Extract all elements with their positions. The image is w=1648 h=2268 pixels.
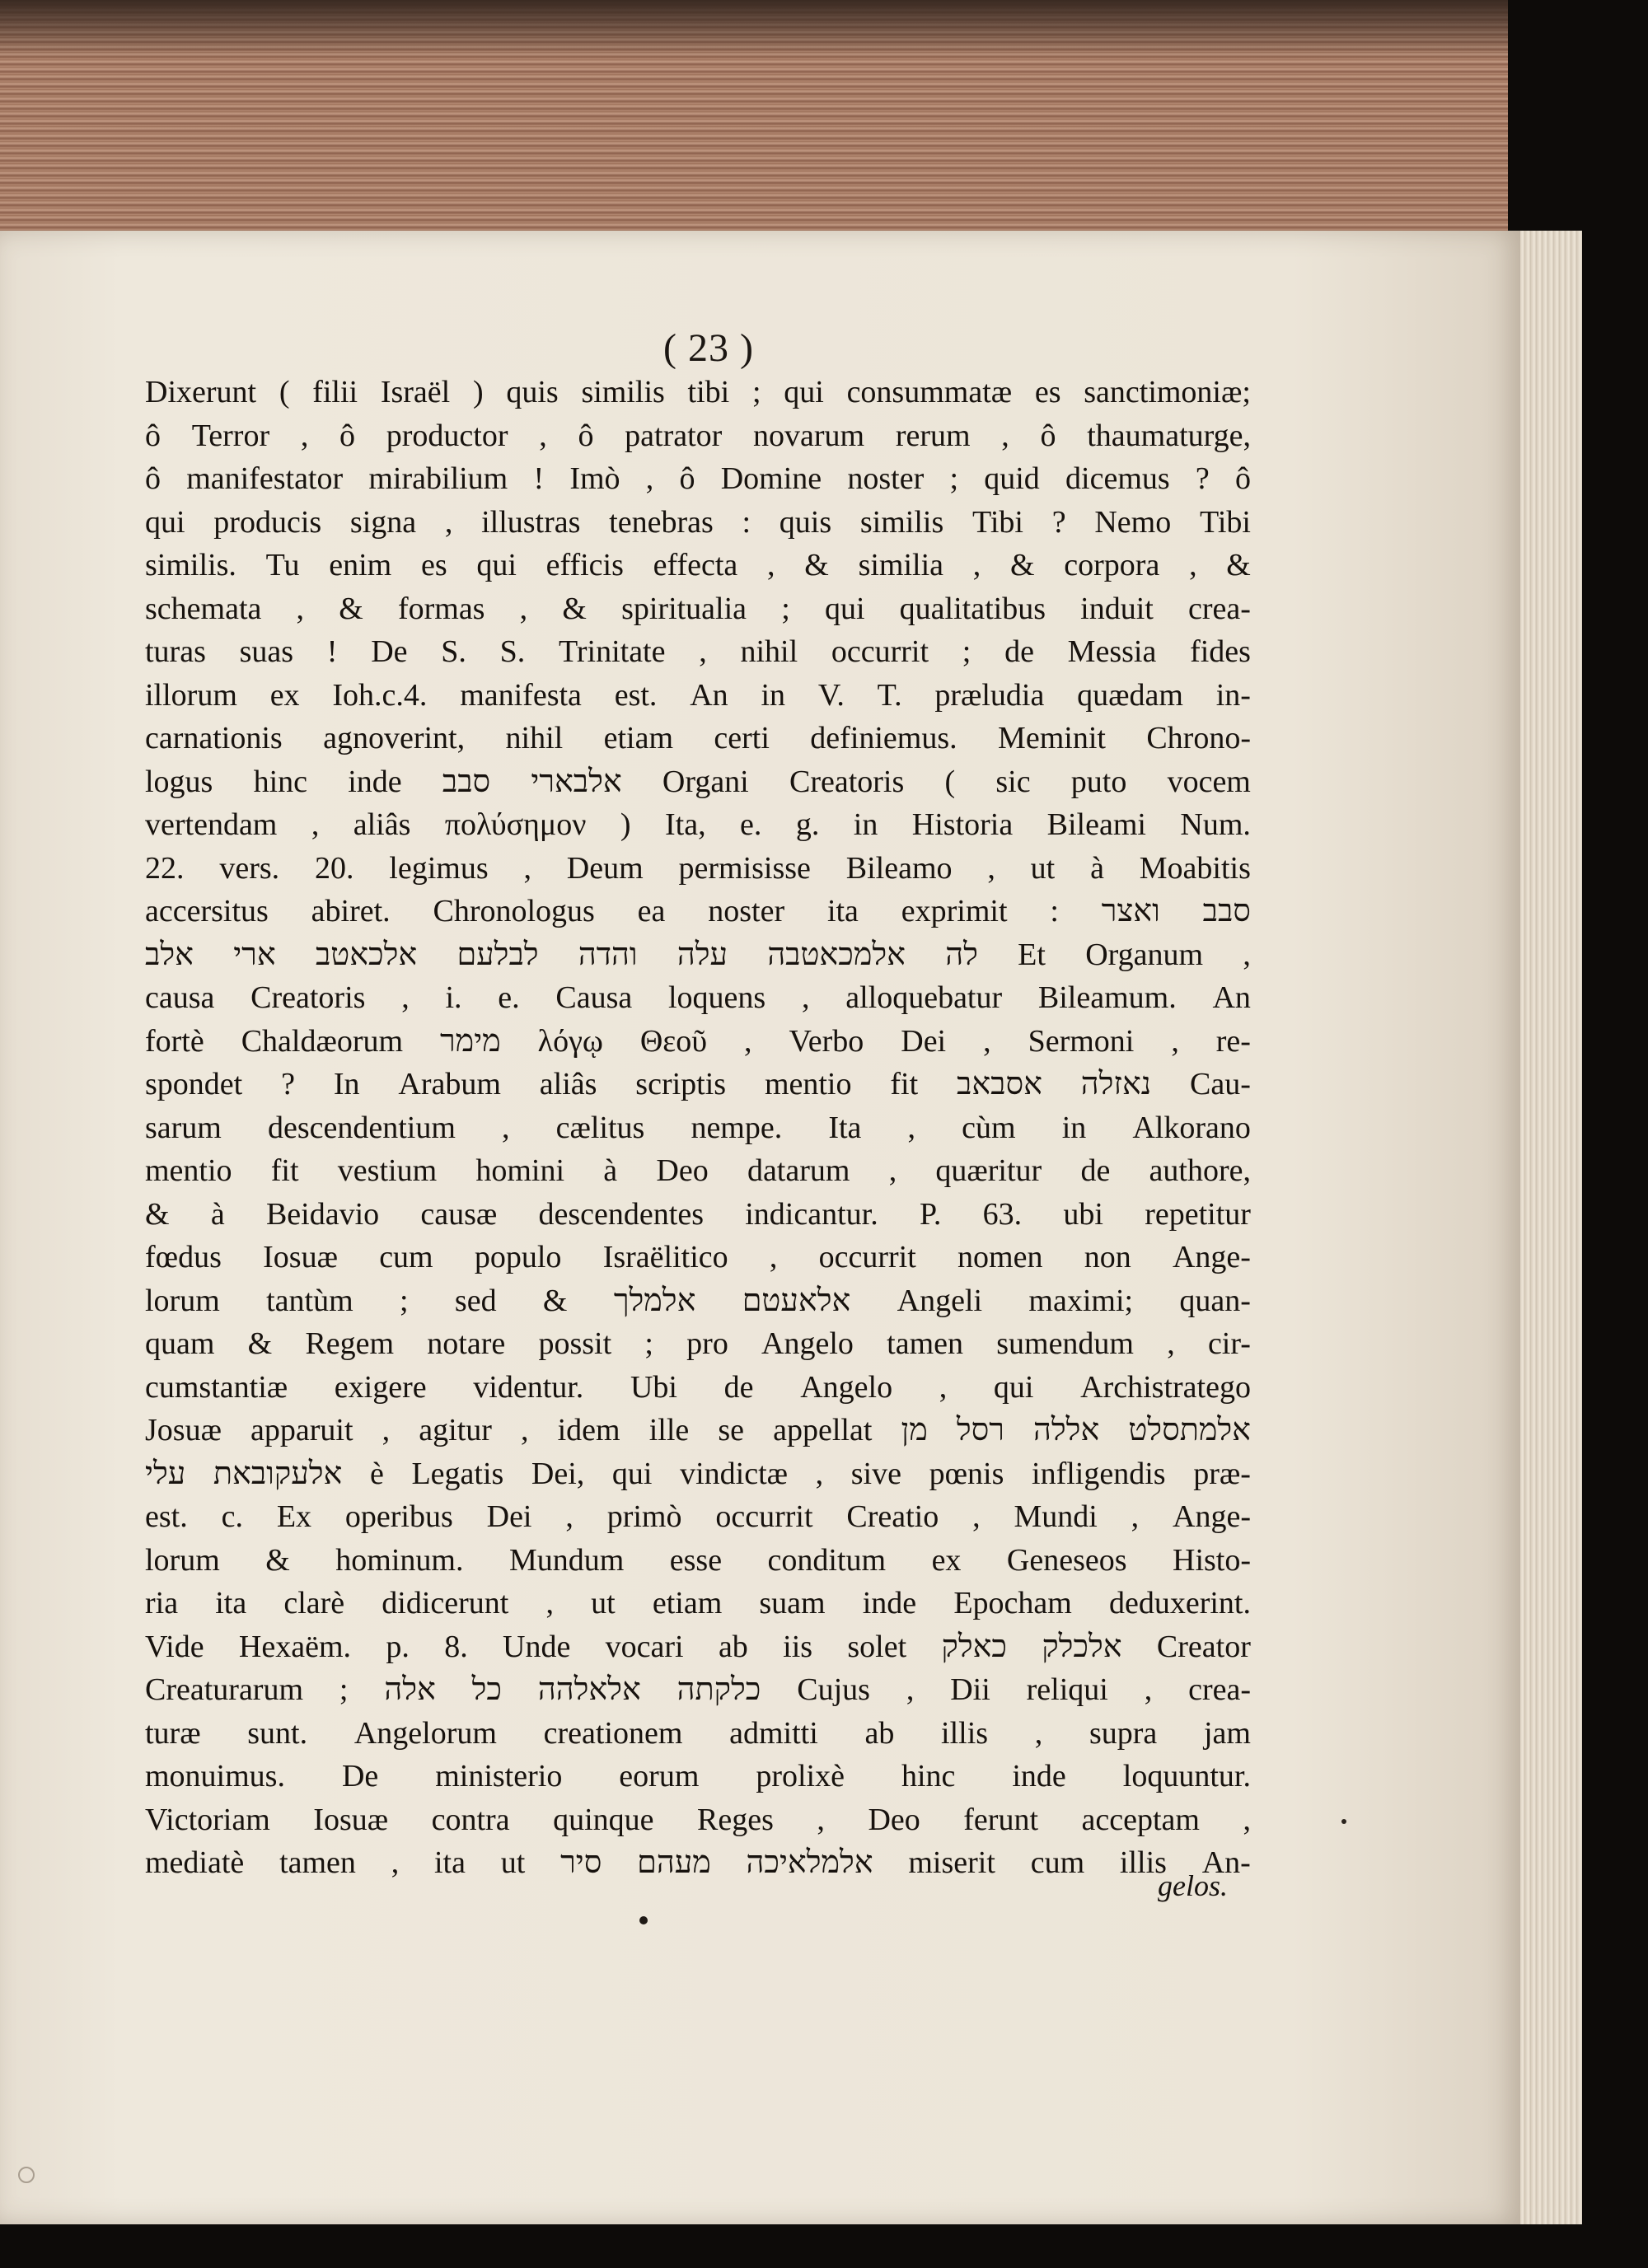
text-line: fortè Chaldæorum מימר λόγῳ Θεοῦ , Verbo Dei , Sermoni , re- bbox=[145, 1023, 1251, 1059]
ink-speck bbox=[1341, 1819, 1346, 1824]
text-line: mediatè tamen , ita ut סיר מעהם אלמלאיכה miserit cum illis An- bbox=[145, 1845, 1251, 1880]
text-line: Victoriam Iosuæ contra quinque Reges , Deo ferunt acceptam , bbox=[145, 1802, 1251, 1837]
text-line: lorum & hominum. Mundum esse conditum ex Geneseos Histo- bbox=[145, 1542, 1251, 1578]
text-line: cumstantiæ exigere videntur. Ubi de Angelo , qui Archistratego bbox=[145, 1369, 1251, 1405]
ring-mark bbox=[18, 2167, 35, 2183]
text-line: spondet ? In Arabum aliâs scriptis mentio fit אסבאב נאזלה Cau- bbox=[145, 1067, 1251, 1101]
catchword: gelos. bbox=[1158, 1869, 1228, 1902]
text-line: schemata , & formas , & spiritualia ; qui qualitatibus induit crea- bbox=[145, 591, 1251, 626]
text-line: accersitus abiret. Chronologus ea noster ita exprimit : ואצר סבב bbox=[145, 894, 1251, 928]
text-line: carnationis agnoverint, nihil etiam certi definiemus. Meminit Chrono- bbox=[145, 721, 1251, 755]
text-line: lorum tantùm ; sed & אלמלך אלאעטם Angeli maximi; quan- bbox=[145, 1283, 1251, 1318]
text-line: עלי אלעקובאת è Legatis Dei, qui vindictæ , sive pœnis infligendis præ- bbox=[145, 1456, 1251, 1491]
text-line: 22. vers. 20. legimus , Deum permisisse Bileamo , ut à Moabitis bbox=[145, 850, 1251, 886]
book-edge bbox=[0, 0, 1508, 244]
text-line: Vide Hexaëm. p. 8. Unde vocari ab iis solet כאלק אלכלק Creator bbox=[145, 1629, 1251, 1664]
page-number: ( 23 ) bbox=[663, 326, 754, 370]
text-line: qui producis signa , illustras tenebras : quis similis Tibi ? Nemo Tibi bbox=[145, 504, 1251, 540]
text-line: Dixerunt ( filii Israël ) quis similis tibi ; qui consummatæ es sanctimoniæ; bbox=[145, 375, 1251, 409]
text-line: אלב ארי אלכאטב לבלעם והדה עלה אלמכאטבה לה Et Organum , bbox=[145, 937, 1251, 972]
text-line: causa Creatoris , i. e. Causa loquens , alloquebatur Bileamum. An bbox=[145, 980, 1251, 1015]
text-line: quam & Regem notare possit ; pro Angelo tamen sumendum , cir- bbox=[145, 1326, 1251, 1361]
text-line: ô manifestator mirabilium ! Imò , ô Domine noster ; quid dicemus ? ô bbox=[145, 461, 1251, 496]
text-line: mentio fit vestium homini à Deo datarum , quæritur de authore, bbox=[145, 1153, 1251, 1188]
text-line: illorum ex Ioh.c.4. manifesta est. An in V. T. præludia quædam in- bbox=[145, 677, 1251, 713]
text-line: Josuæ apparuit , agitur , idem ille se appellat מן רסל אללה אלמתסלט bbox=[145, 1413, 1251, 1447]
text-block bbox=[145, 371, 1251, 1885]
text-line: & à Beidavio causæ descendentes indicantur. P. 63. ubi repetitur bbox=[145, 1196, 1251, 1232]
text-line: logus hinc inde סבב אלבארי Organi Creatoris ( sic puto vocem bbox=[145, 764, 1251, 799]
text-line: turæ sunt. Angelorum creationem admitti ab illis , supra jam bbox=[145, 1715, 1251, 1751]
text-line: turas suas ! De S. S. Trinitate , nihil occurrit ; de Messia fides bbox=[145, 634, 1251, 669]
text-line: sarum descendentium , cælitus nempe. Ita , cùm in Alkorano bbox=[145, 1110, 1251, 1145]
text-line: ria ita clarè didicerunt , ut etiam suam inde Epocham deduxerint. bbox=[145, 1586, 1251, 1620]
text-line: vertendam , aliâs πολύσημον ) Ita, e. g. in Historia Bileami Num. bbox=[145, 807, 1251, 842]
text-line: monuimus. De ministerio eorum prolixè hinc inde loquuntur. bbox=[145, 1759, 1251, 1793]
text-line: est. c. Ex operibus Dei , primò occurrit Creatio , Mundi , Ange- bbox=[145, 1499, 1251, 1534]
text-line: Creaturarum ; אלה כל אלאלהה כלקתה Cujus , Dii reliqui , crea- bbox=[145, 1672, 1251, 1707]
text-line: ô Terror , ô productor , ô patrator novarum rerum , ô thaumaturge, bbox=[145, 418, 1251, 453]
text-line: similis. Tu enim es qui efficis effecta , & similia , & corpora , & bbox=[145, 548, 1251, 582]
text-line: fœdus Iosuæ cum populo Israëlitico , occurrit nomen non Ange- bbox=[145, 1240, 1251, 1274]
ink-dot bbox=[639, 1916, 648, 1924]
